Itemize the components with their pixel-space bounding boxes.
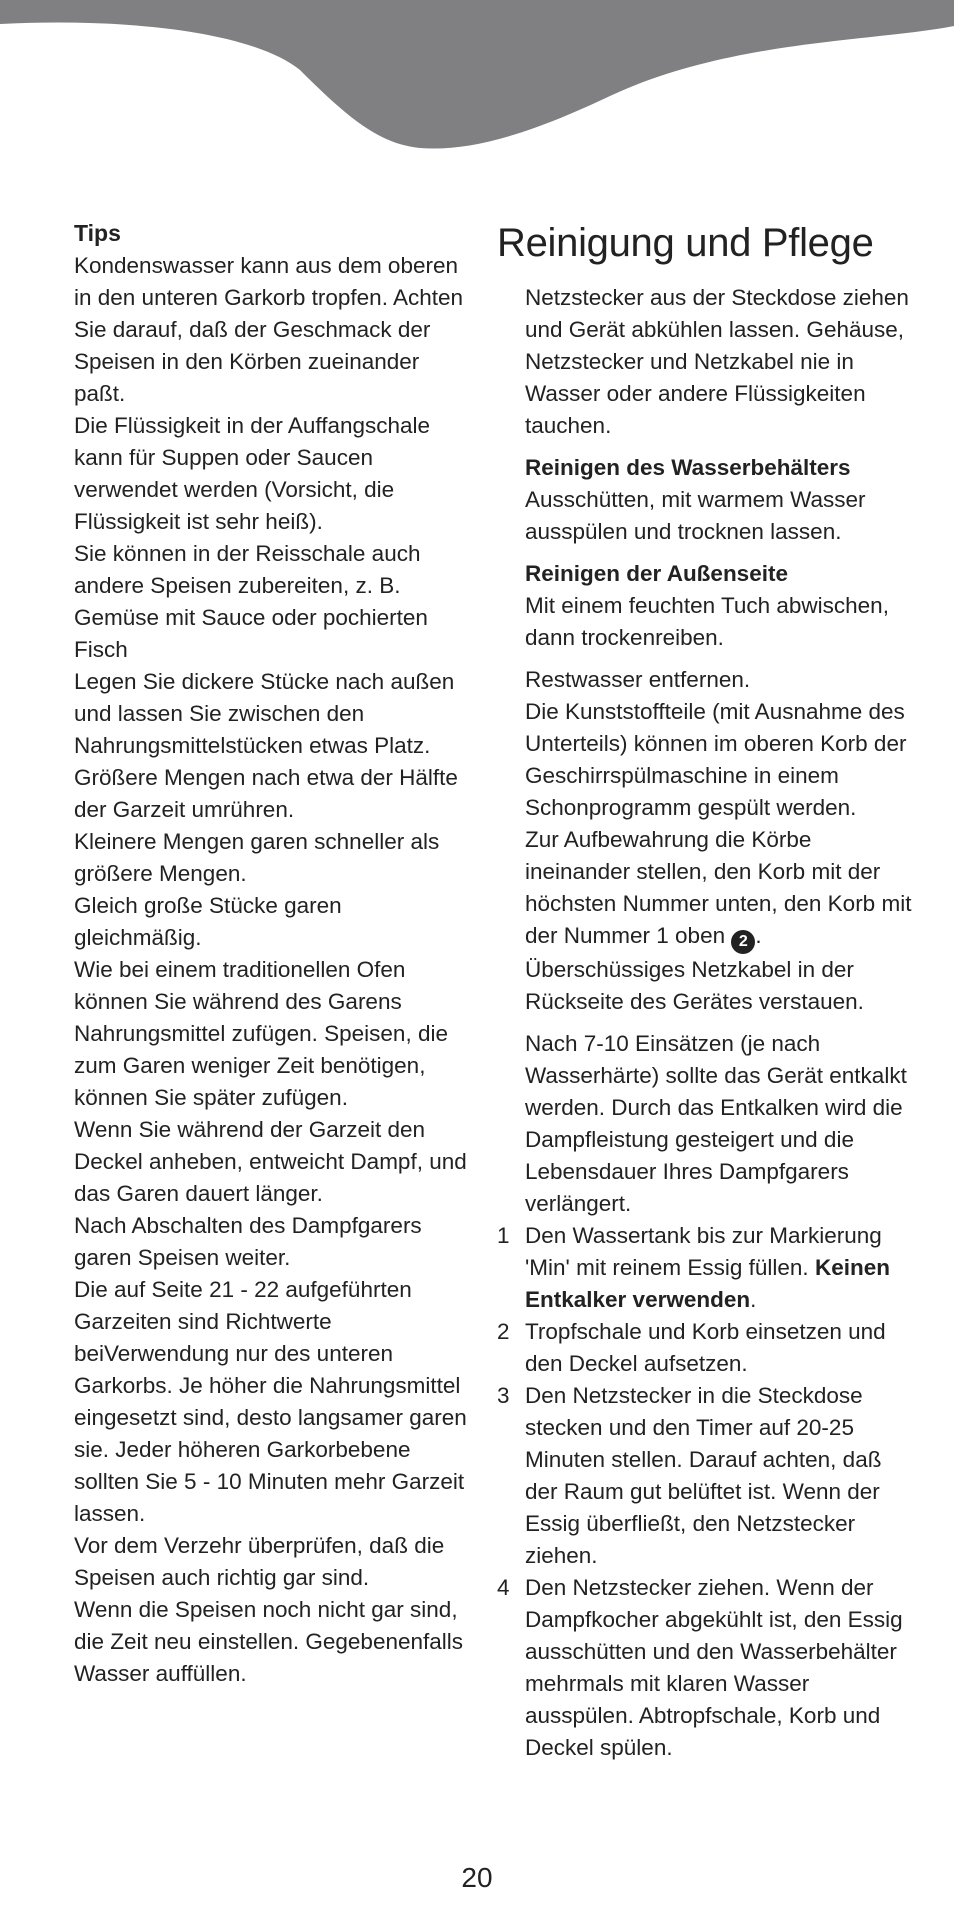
water-tank-heading: Reinigen des Wasserbehälters [525, 455, 851, 480]
cleaning-column [497, 218, 917, 1764]
step-number: 3 [497, 1383, 510, 1408]
cleaning-intro: Netzstecker aus der Steckdose ziehen und Gerät abkühlen lassen. Gehäuse, Netzstecker und Netzkabel nie in Wasser oder andere Flüssigkeiten tauchen. [525, 285, 909, 438]
step-text: Den Netzstecker ziehen. Wenn der Dampfkocher abgekühlt ist, den Essig ausschütten und den Wasserbehälter mehrmals mit klaren Wasser ausspülen. Abtropfschale, Korb und Deckel spülen. [525, 1575, 903, 1760]
tips-paragraph: Die auf Seite 21 - 22 aufgeführten Garzeiten sind Richtwerte beiVerwendung nur des unteren Garkorbs. Je höher die Nahrungsmittel eingesetzt sind, desto langsamer garen sie. Jeder höheren Garkorbebene sollten Sie 5 - 10 Minuten mehr Garzeit lassen. [74, 1277, 467, 1526]
descale-step [497, 1380, 917, 1572]
tips-paragraph: Wenn die Speisen noch nicht gar sind, die Zeit neu einstellen. Gegebenenfalls Wasser auffüllen. [74, 1597, 464, 1686]
step-text: Tropfschale und Korb einsetzen und den Deckel aufsetzen. [525, 1319, 886, 1376]
storage-paragraph [525, 824, 917, 954]
tips-paragraph: Wenn Sie während der Garzeit den Deckel anheben, entweicht Dampf, und das Garen dauert länger. [74, 1117, 467, 1206]
header-wave-shape [0, 0, 954, 149]
storage-end: . [755, 923, 762, 948]
tips-paragraph: Vor dem Verzehr überprüfen, daß die Speisen auch richtig gar sind. [74, 1533, 445, 1590]
tips-paragraph: Wie bei einem traditionellen Ofen können Sie während des Garens Nahrungsmittel zufügen. Speisen, die zum Garen weniger Zeit benötigen, können Sie später zufügen. [74, 957, 448, 1110]
water-tank-text: Ausschütten, mit warmem Wasser ausspülen und trocknen lassen. [525, 487, 866, 544]
storage-text: Zur Aufbewahrung die Körbe ineinander stellen, den Korb mit der höchsten Nummer unten, den Korb mit der Nummer 1 oben [525, 827, 912, 948]
descale-intro: Nach 7-10 Einsätzen (je nach Wasserhärte) sollte das Gerät entkalkt werden. Durch das Entkalken wird die Dampfleistung gesteigert und die Lebensdauer Ihres Dampfgarers verlängert. [525, 1031, 907, 1216]
descale-step [497, 1316, 917, 1380]
plastic-parts-text: Die Kunststoffteile (mit Ausnahme des Unterteils) können im oberen Korb der Geschirrspülmaschine in einem Schonprogramm gespült werden. [525, 699, 907, 820]
step-number: 1 [497, 1223, 510, 1248]
step-warning: Keinen Entkalker verwenden [525, 1255, 890, 1312]
descale-step [497, 1572, 917, 1764]
exterior-section [525, 558, 917, 654]
step-number: 2 [497, 1319, 510, 1344]
cable-text: Überschüssiges Netzkabel in der Rückseite des Gerätes verstauen. [525, 957, 864, 1014]
tips-paragraph: Nach Abschalten des Dampfgarers garen Speisen weiter. [74, 1213, 422, 1270]
exterior-text: Mit einem feuchten Tuch abwischen, dann trockenreiben. [525, 593, 889, 650]
step-text: Den Wassertank bis zur Markierung 'Min' mit reinem Essig füllen. [525, 1223, 882, 1280]
tips-paragraph: Größere Mengen nach etwa der Hälfte der Garzeit umrühren. [74, 765, 458, 822]
descale-step [497, 1220, 917, 1316]
water-tank-section [525, 452, 917, 548]
rest-water-text: Restwasser entfernen. [525, 667, 751, 692]
section-title: Reinigung und Pflege [497, 221, 874, 265]
tips-paragraph: Kondenswasser kann aus dem oberen in den unteren Garkorb tropfen. Achten Sie darauf, daß der Geschmack der Speisen in den Körben zueinander paßt. [74, 253, 464, 406]
figure-2-icon: 2 [731, 930, 755, 954]
tips-paragraph: Kleinere Mengen garen schneller als größere Mengen. [74, 829, 440, 886]
header-wave-banner [0, 0, 954, 160]
tips-body [74, 250, 469, 1690]
tips-paragraph: Sie können in der Reisschale auch andere Speisen zubereiten, z. B. Gemüse mit Sauce oder pochierten Fisch [74, 541, 428, 662]
cleaning-body [497, 282, 917, 1764]
step-warning-end: . [750, 1287, 757, 1312]
tips-heading: Tips [74, 220, 121, 246]
step-number: 4 [497, 1575, 510, 1600]
page-number: 20 [461, 1862, 493, 1893]
tips-paragraph: Gleich große Stücke garen gleichmäßig. [74, 893, 342, 950]
descale-steps [497, 1220, 917, 1764]
tips-paragraph: Legen Sie dickere Stücke nach außen und lassen Sie zwischen den Nahrungsmittelstücken etwas Platz. [74, 669, 455, 758]
step-text: Den Netzstecker in die Steckdose stecken und den Timer auf 20-25 Minuten stellen. Darauf achten, daß der Raum gut belüftet ist. Wenn der Essig überfließt, den Netzstecker ziehen. [525, 1383, 882, 1568]
tips-column [74, 218, 469, 1690]
exterior-heading: Reinigen der Außenseite [525, 561, 788, 586]
tips-paragraph: Die Flüssigkeit in der Auffangschale kann für Suppen oder Saucen verwendet werden (Vorsicht, die Flüssigkeit ist sehr heiß). [74, 413, 431, 534]
